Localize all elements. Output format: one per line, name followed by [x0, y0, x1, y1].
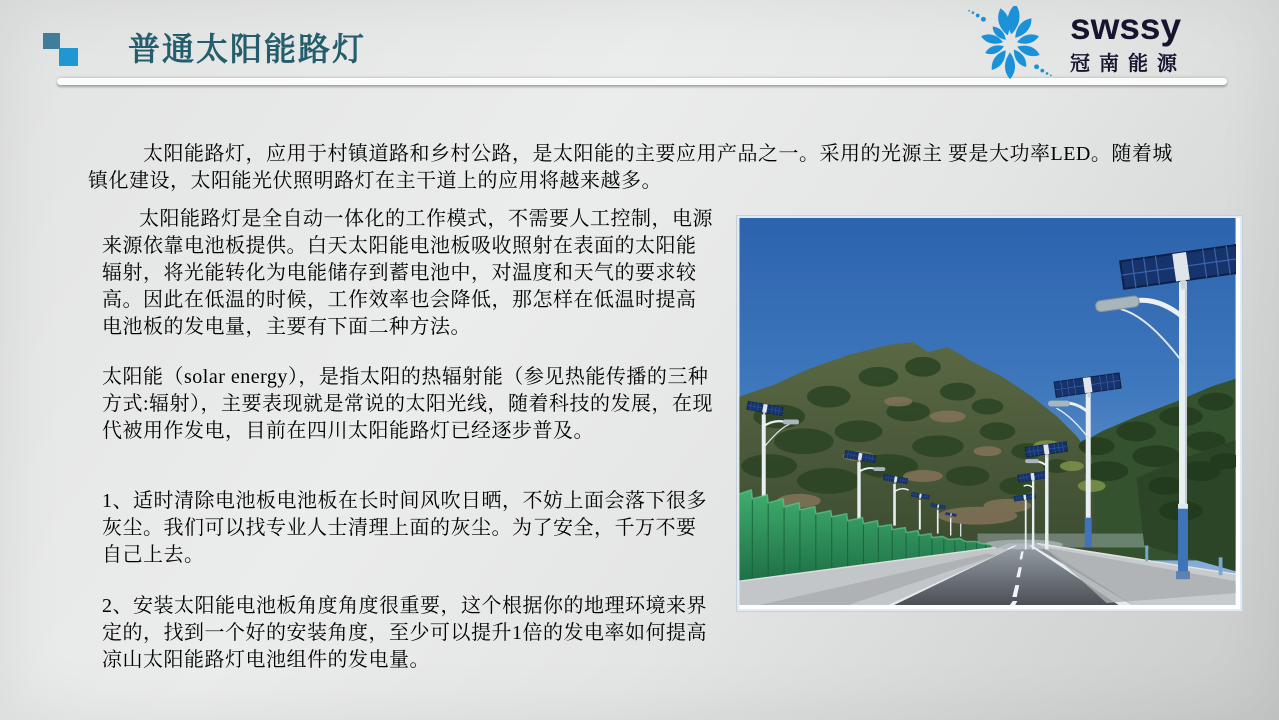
page-title: 普通太阳能路灯 [128, 31, 367, 67]
accent-square-teal [43, 33, 60, 49]
paragraph-method-1: 1、适时清除电池板电池板在长时间风吹日晒，不妨上面会落下很多灰尘。我们可以找专业人士清理上面的灰尘。为了安全，千万不要自己上去。 [102, 490, 707, 566]
paragraph-method-2: 2、安装太阳能电池板角度角度很重要，这个根据你的地理环境来界定的，找到一个好的安装角度，至少可以提升1倍的发电率如何提高凉山太阳能路灯电池组件的发电量。 [102, 595, 707, 671]
company-logo [960, 4, 1230, 82]
solar-street-lights-highway-photo [737, 216, 1242, 611]
logo-company-text: 冠南能源 [1070, 53, 1186, 75]
droplet-swirl-icon [960, 6, 1060, 82]
intro-paragraph: 太阳能路灯，应用于村镇道路和乡村公路，是太阳能的主要应用产品之一。采用的光源主 要是大功率LED。随着城镇化建设，太阳能光伏照明路灯在主干道上的应用将越来越多。 [88, 143, 1173, 192]
highway-scene-illustration [739, 218, 1236, 605]
paragraph-solar-energy: 太阳能（solar energy），是指太阳的热辐射能（参见热能传播的三种方式:辐射），主要表现就是常说的太阳光线，随着科技的发展，在现代被用作发电，目前在四川太阳能路灯已经逐步普及。 [102, 366, 714, 442]
paragraph-work-mode: 太阳能路灯是全自动一体化的工作模式，不需要人工控制，电源来源依靠电池板提供。白天太阳能电池板吸收照射在表面的太阳能辐射，将光能转化为电能储存到蓄电池中，对温度和天气的要求较高。因此在低温的时候，工作效率也会降低，那怎样在低温时提高电池板的发电量，主要有下面二种方法。 [102, 208, 713, 338]
accent-square-blue [59, 48, 78, 66]
logo-brand-text: swssy [1070, 6, 1182, 47]
